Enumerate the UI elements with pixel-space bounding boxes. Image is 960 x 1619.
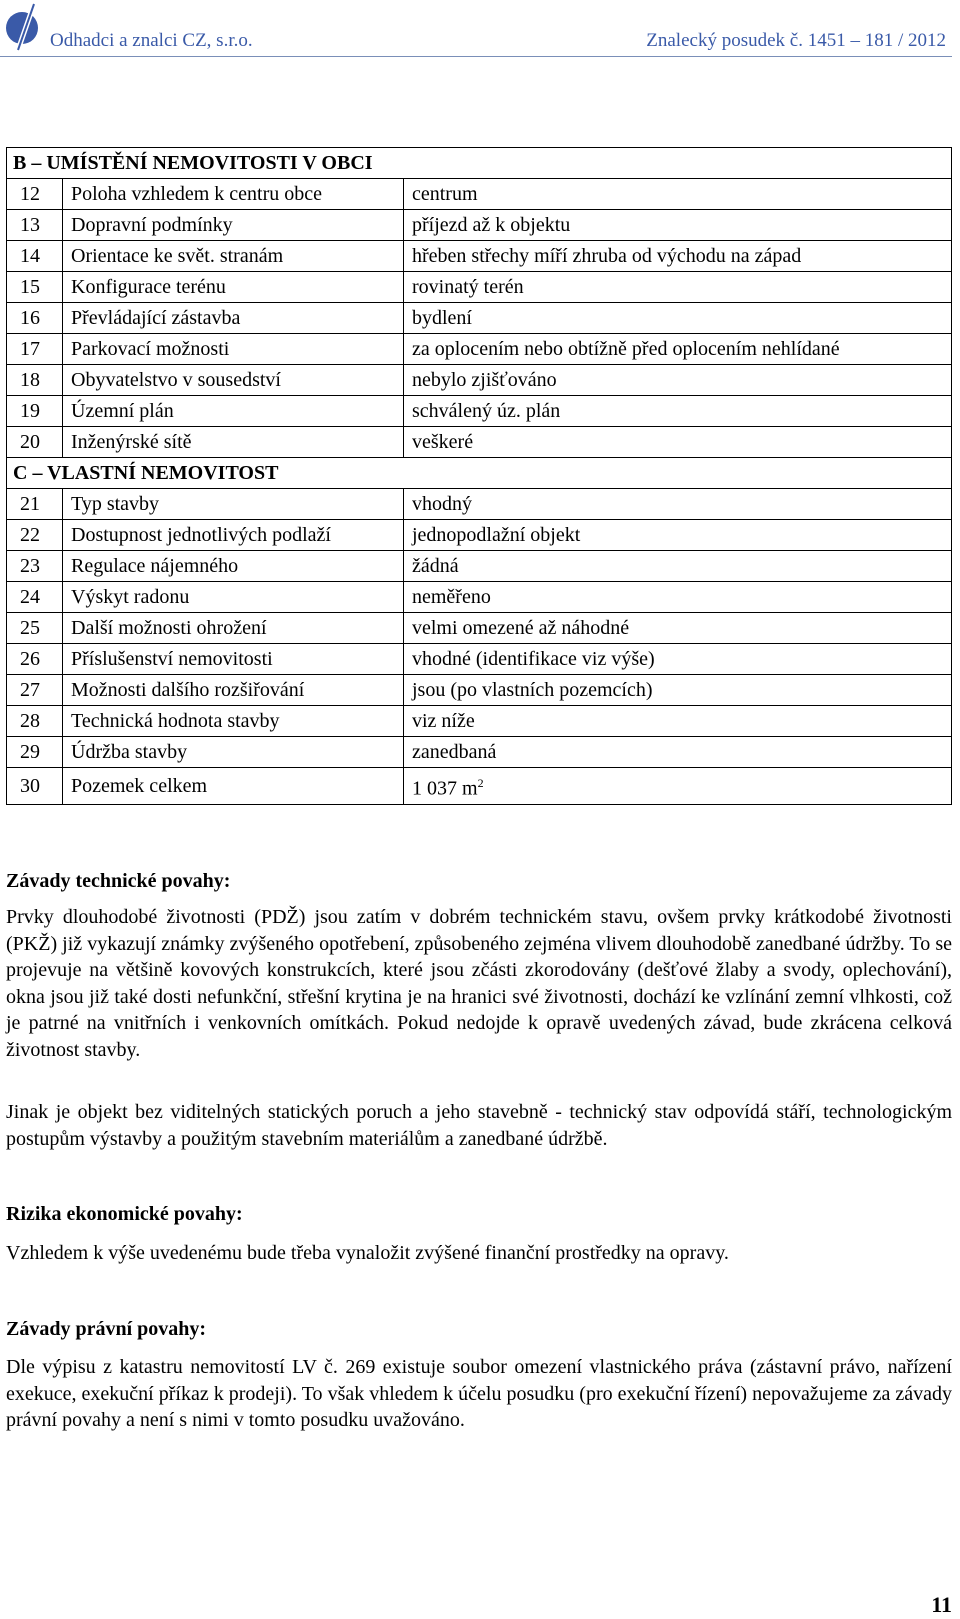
row-number: 12 (7, 179, 63, 210)
row-value-text: vhodný (412, 493, 472, 515)
economic-risks-paragraph: Vzhledem k výše uvedenému bude třeba vynaložit zvýšené finanční prostředky na opravy. (6, 1242, 729, 1264)
row-value-text: vhodné (identifikace viz výše) (412, 648, 655, 670)
row-number: 29 (7, 737, 63, 768)
row-value-text: veškeré (412, 431, 474, 453)
table-row (7, 272, 952, 303)
technical-defects-heading: Závady technické povahy: (6, 870, 231, 892)
row-label: Inženýrské sítě (63, 427, 404, 458)
company-name: Odhadci a znalci CZ, s.r.o. (50, 30, 253, 51)
row-value-text: zanedbaná (412, 741, 497, 763)
property-table (6, 147, 952, 805)
row-value-text: 1 037 m (412, 777, 478, 800)
row-number: 14 (7, 241, 63, 272)
row-number: 18 (7, 365, 63, 396)
company-logo-icon (4, 2, 44, 52)
row-value-text: centrum (412, 183, 478, 205)
table-row (7, 210, 952, 241)
section-header-row (7, 148, 952, 179)
row-label: Typ stavby (63, 489, 404, 520)
section-title: C – VLASTNÍ NEMOVITOST (7, 458, 952, 489)
technical-state-paragraph: Jinak je objekt bez viditelných statických poruch a jeho stavebně - technický stav odpovídá stáří, technologickým postupům výstavby a použitým stavebním materiálům a zanedbané údržbě. (6, 1101, 952, 1150)
row-label: Poloha vzhledem k centru obce (63, 179, 404, 210)
table-row (7, 675, 952, 706)
row-value (404, 613, 952, 644)
table-row (7, 520, 952, 551)
row-value (404, 520, 952, 551)
table-row (7, 706, 952, 737)
row-label: Příslušenství nemovitosti (63, 644, 404, 675)
row-label: Další možnosti ohrožení (63, 613, 404, 644)
table-row (7, 241, 952, 272)
row-label: Konfigurace terénu (63, 272, 404, 303)
table-row (7, 427, 952, 458)
row-value (404, 489, 952, 520)
legal-defects-heading: Závady právní povahy: (6, 1318, 207, 1340)
row-value (404, 303, 952, 334)
row-value (404, 582, 952, 613)
row-number: 16 (7, 303, 63, 334)
row-number: 26 (7, 644, 63, 675)
row-label: Možnosti dalšího rozšiřování (63, 675, 404, 706)
section-header-row (7, 458, 952, 489)
row-value (404, 334, 952, 365)
row-label: Orientace ke svět. stranám (63, 241, 404, 272)
row-value-text: rovinatý terén (412, 276, 524, 298)
row-number: 25 (7, 613, 63, 644)
row-value-text: jsou (po vlastních pozemcích) (412, 679, 653, 701)
table-row (7, 551, 952, 582)
row-number: 21 (7, 489, 63, 520)
row-value (404, 551, 952, 582)
row-value-text: neměřeno (412, 586, 491, 608)
row-value-text: žádná (412, 555, 459, 577)
table-row (7, 179, 952, 210)
table-row (7, 396, 952, 427)
table-row (7, 582, 952, 613)
row-label: Regulace nájemného (63, 551, 404, 582)
economic-risks-heading: Rizika ekonomické povahy: (6, 1203, 243, 1225)
row-value (404, 706, 952, 737)
row-number: 15 (7, 272, 63, 303)
row-value-text: bydlení (412, 307, 472, 329)
table-row (7, 737, 952, 768)
row-label: Údržba stavby (63, 737, 404, 768)
row-number: 24 (7, 582, 63, 613)
row-value-text: schválený úz. plán (412, 400, 561, 422)
row-label: Územní plán (63, 396, 404, 427)
row-value (404, 396, 952, 427)
row-label: Dostupnost jednotlivých podlaží (63, 520, 404, 551)
row-value-text: viz níže (412, 710, 475, 732)
row-value (404, 179, 952, 210)
row-number: 17 (7, 334, 63, 365)
row-label: Dopravní podmínky (63, 210, 404, 241)
row-value-text: příjezd až k objektu (412, 214, 571, 236)
table-row (7, 489, 952, 520)
page-number: 11 (931, 1592, 952, 1617)
page-header (0, 0, 952, 57)
table-row (7, 334, 952, 365)
row-label: Pozemek celkem (63, 768, 404, 805)
row-label: Parkovací možnosti (63, 334, 404, 365)
row-value-text: nebylo zjišťováno (412, 369, 557, 391)
row-value (404, 427, 952, 458)
table-row (7, 768, 952, 805)
row-value (404, 675, 952, 706)
row-value (404, 644, 952, 675)
superscript: 2 (477, 776, 484, 790)
section-title: B – UMÍSTĚNÍ NEMOVITOSTI V OBCI (7, 148, 952, 179)
legal-defects-paragraph: Dle výpisu z katastru nemovitostí LV č. 269 existuje soubor omezení vlastnického práva (zástavní právo, nařízení exekuce, exekuční příkaz k prodeji). To však vhledem k účelu posudku (pro exekuční řízení) nepovažujeme za závady právní povahy a není s nimi v tomto posudku uvažováno. (6, 1356, 952, 1431)
row-value (404, 272, 952, 303)
row-label: Výskyt radonu (63, 582, 404, 613)
row-number: 22 (7, 520, 63, 551)
row-label: Převládající zástavba (63, 303, 404, 334)
row-value (404, 365, 952, 396)
row-number: 28 (7, 706, 63, 737)
row-label: Technická hodnota stavby (63, 706, 404, 737)
table-row (7, 613, 952, 644)
row-value-text: velmi omezené až náhodné (412, 617, 630, 639)
row-value (404, 737, 952, 768)
row-number: 27 (7, 675, 63, 706)
table-row (7, 365, 952, 396)
technical-defects-paragraph: Prvky dlouhodobé životnosti (PDŽ) jsou zatím v dobrém technickém stavu, ovšem prvky krátkodobé životnosti (PKŽ) již vykazují známky zvýšeného opotřebení, způsobeného zejména vlivem dlouhodobě zanedbané údržby. To se projevuje na většině kovových konstrukcích, které jsou zčásti zkorodovány (dešťové žlaby a svody, oplechování), okna jsou již také dosti nefunkční, střešní krytina je na hranici své životnosti, dochází ke vzlínání zemní vlhkosti, což je patrné na vnitřních i venkovních omítkách. Pokud nedojde k opravě uvedených závad, bude zkrácena celková životnost stavby. (6, 906, 952, 1061)
row-value (404, 768, 952, 805)
table-row (7, 644, 952, 675)
row-value (404, 210, 952, 241)
row-label: Obyvatelstvo v sousedství (63, 365, 404, 396)
row-value-text: za oplocením nebo obtížně před oplocením nehlídané (412, 338, 840, 360)
row-number: 20 (7, 427, 63, 458)
row-number: 23 (7, 551, 63, 582)
row-value-text: hřeben střechy míří zhruba od východu na západ (412, 245, 802, 267)
row-value (404, 241, 952, 272)
table-row (7, 303, 952, 334)
row-number: 19 (7, 396, 63, 427)
report-number: Znalecký posudek č. 1451 – 181 / 2012 (646, 30, 946, 51)
row-value-text: jednopodlažní objekt (412, 524, 581, 546)
row-number: 13 (7, 210, 63, 241)
row-number: 30 (7, 768, 63, 805)
